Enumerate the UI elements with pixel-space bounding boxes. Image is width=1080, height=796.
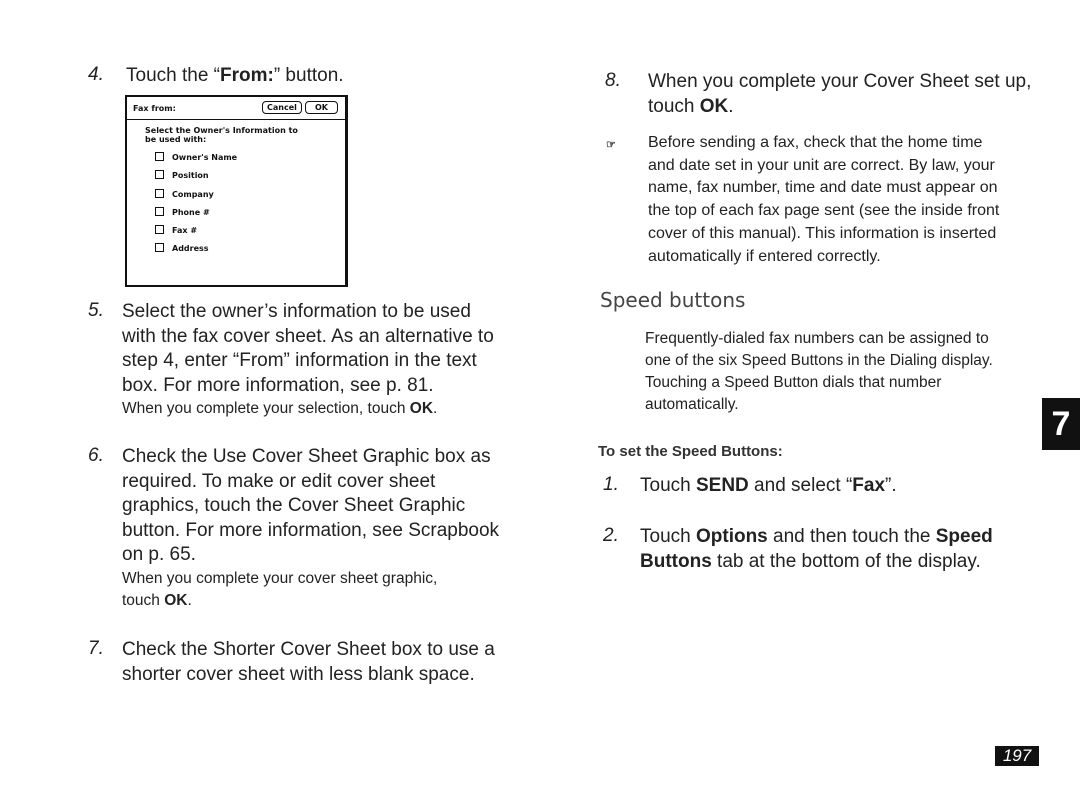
step-number: 4. <box>88 64 104 85</box>
step-number: 7. <box>88 638 104 659</box>
pointing-hand-icon: ☞ <box>606 139 616 151</box>
speed-step-1-text: Touch SEND and select “Fax”. <box>640 475 897 496</box>
step-number: 5. <box>88 300 104 321</box>
dialog-prompt: be used with: <box>145 135 207 144</box>
section-paragraph: Frequently-dialed fax numbers can be assigned to one of the six Speed Buttons in the Dialing display. Touching a Speed Button dials that number automatically. <box>645 330 993 413</box>
step-number: 1. <box>603 474 619 495</box>
step-number: 8. <box>605 70 621 91</box>
step-6-text: Check the Use Cover Sheet Graphic box as required. To make or edit cover sheet graphics, touch the Cover Sheet Graphic button. For more information, see Scrapbook on p. 65. When you complete your cover sheet graphic, touch OK. <box>122 446 500 609</box>
subheading: To set the Speed Buttons: <box>598 443 783 460</box>
checkbox-address[interactable]: Address <box>155 243 209 253</box>
note-text: Before sending a fax, check that the home time and date set in your unit are correct. By law, your name, fax number, time and date must appear on the top of each fax page sent (see the inside front cover of this manual). This information is inserted automatically if entered correctly. <box>648 134 1000 265</box>
dialog-prompt: Select the Owner's Information to <box>145 126 298 135</box>
checkbox-phone[interactable]: Phone # <box>155 207 210 217</box>
step-7-text: Check the Shorter Cover Sheet box to use a shorter cover sheet with less blank space. <box>122 639 495 685</box>
step-8-text: When you complete your Cover Sheet set up, touch OK. <box>648 71 1032 117</box>
page-number: 197 <box>995 746 1039 766</box>
ok-button[interactable]: OK <box>305 101 338 114</box>
section-heading: Speed buttons <box>600 288 746 312</box>
step-number: 6. <box>88 445 104 466</box>
step-5-text: Select the owner’s information to be used with the fax cover sheet. As an alternative to step 4, enter “From” information in the text box. For more information, see p. 81. When you complete your selection, touch OK. <box>122 301 494 417</box>
step-4-text: Touch the “From:” button. <box>126 65 344 86</box>
dialog-title: Fax from: <box>133 104 176 113</box>
fax-from-dialog <box>125 95 348 287</box>
checkbox-company[interactable]: Company <box>155 189 214 199</box>
checkbox-fax[interactable]: Fax # <box>155 225 197 235</box>
chapter-tab: 7 <box>1042 398 1080 450</box>
step-number: 2. <box>603 525 619 546</box>
speed-step-2-text: Touch Options and then touch the Speed Buttons tab at the bottom of the display. <box>640 526 993 572</box>
checkbox-position[interactable]: Position <box>155 170 209 180</box>
cancel-button[interactable]: Cancel <box>262 101 302 114</box>
checkbox-owners-name[interactable]: Owner's Name <box>155 152 237 162</box>
